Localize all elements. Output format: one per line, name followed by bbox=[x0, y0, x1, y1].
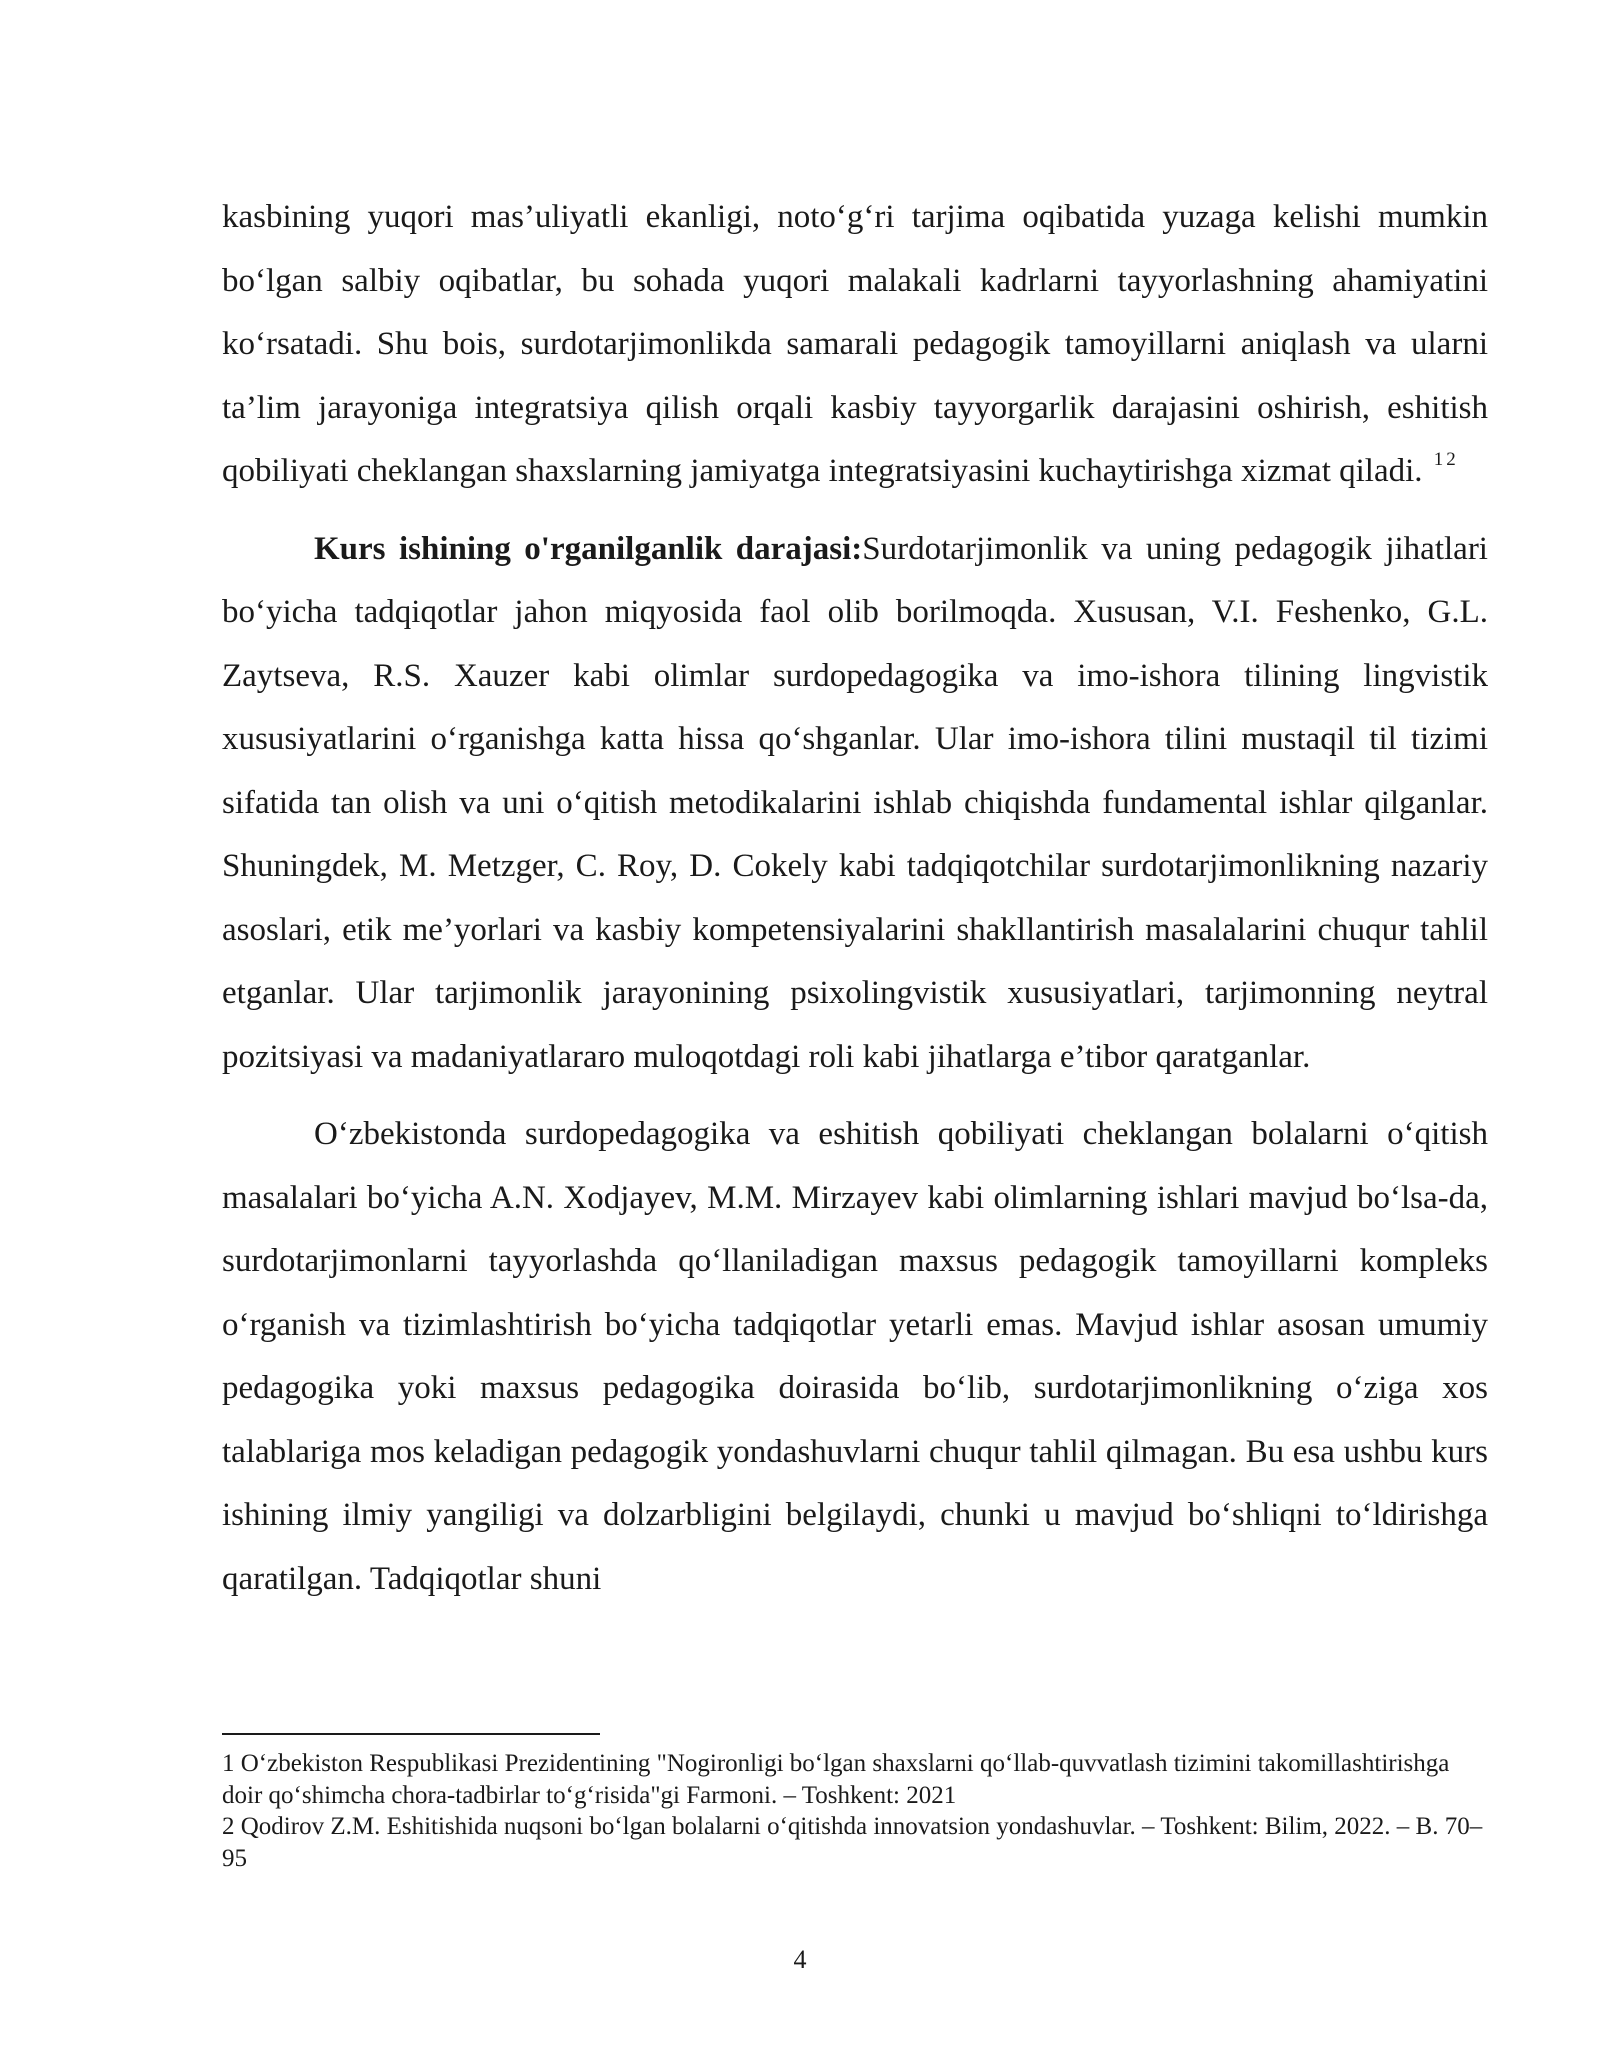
paragraph-continuation bbox=[222, 186, 1488, 504]
footnote-number: 1 bbox=[222, 1750, 235, 1777]
paragraph-text: Surdotarjimonlik va uning pedagogik jihatlari bo‘yicha tadqiqotlar jahon miqyosida faol olib borilmoqda. Xususan, V.I. Feshenko, G.L. Zaytseva, R.S. Xauzer kabi olimlar surdopedagogika va imo-ishora tilining lingvistik xususiyatlarini o‘rganishga katta hissa qo‘shganlar. Ular imo-ishora tilini mustaqil til tizimi sifatida tan olish va uni o‘qitish metodikalarini ishlab chiqishda fundamental ishlar qilganlar. Shuningdek, M. Metzger, C. Roy, D. Cokely kabi tadqiqotchilar surdotarjimonlikning nazariy asoslari, etik me’yorlari va kasbiy kompetensiyalarini shakllantirish masalalarini chuqur tahlil etganlar. Ular tarjimonlik jarayonining psixolingvistik xususiyatlari, tarjimonning neytral pozitsiyasi va madaniyatlararo muloqotdagi roli kabi jihatlarga e’tibor qaratganlar. bbox=[222, 530, 1488, 1075]
footnotes bbox=[222, 1748, 1488, 1874]
footnote-2 bbox=[222, 1811, 1488, 1874]
footnote-number: 2 bbox=[222, 1813, 235, 1840]
footnote-text: O‘zbekiston Respublikasi Prezidentining "Nogironligi bo‘lgan shaxslarni qo‘llab-quvvatlash tizimini takomillashtirishga doir qo‘shimcha chora-tadbirlar to‘g‘risida"gi Farmoni. – Toshkent: 2021 bbox=[222, 1750, 1450, 1809]
footnote-separator bbox=[222, 1733, 600, 1735]
footnote-reference-1[interactable]: 1 bbox=[1433, 449, 1444, 470]
page-number: 4 bbox=[793, 1945, 807, 1974]
section-heading-inline: Kurs ishining o'rganilganlik darajasi: bbox=[314, 530, 863, 567]
paragraph-text: O‘zbekistonda surdopedagogika va eshitish qobiliyati cheklangan bolalarni o‘qitish masalalari bo‘yicha A.N. Xodjayev, M.M. Mirzayev kabi olimlarning ishlari mavjud bo‘lsa-da, surdotarjimonlarni tayyorlashda qo‘llaniladigan maxsus pedagogik tamoyillarni kompleks o‘rganish va tizimlashtirish bo‘yicha tadqiqotlar yetarli emas. Mavjud ishlar asosan umumiy pedagogika yoki maxsus pedagogika doirasida bo‘lib, surdotarjimonlikning o‘ziga xos talablariga mos keladigan pedagogik yondashuvlarni chuqur tahlil qilmagan. Bu esa ushbu kurs ishining ilmiy yangiligi va dolzarbligini belgilaydi, chunki u mavjud bo‘shliqni to‘ldirishga qaratilgan. Tadqiqotlar shuni bbox=[222, 1116, 1488, 1597]
footnote-text: Qodirov Z.M. Eshitishida nuqsoni bo‘lgan bolalarni o‘qitishda innovatsion yondashuvlar. – Toshkent: Bilim, 2022. – B. 70–95 bbox=[222, 1813, 1483, 1872]
paragraph-spacer bbox=[222, 504, 1488, 518]
paragraph-spacer bbox=[222, 1089, 1488, 1103]
footnote-1 bbox=[222, 1748, 1488, 1811]
paragraph-uzbekistan-research bbox=[222, 1103, 1488, 1611]
page-body bbox=[222, 186, 1488, 1611]
footnote-reference-2[interactable]: 2 bbox=[1446, 449, 1456, 470]
paragraph-study-level bbox=[222, 518, 1488, 1090]
paragraph-text: kasbining yuqori mas’uliyatli ekanligi, noto‘g‘ri tarjima oqibatida yuzaga kelishi mumkin bo‘lgan salbiy oqibatlar, bu sohada yuqori malakali kadrlarni tayyorlashning ahamiyatini ko‘rsatadi. Shu bois, surdotarjimonlikda samarali pedagogik tamoyillarni aniqlash va ularni ta’lim jarayoniga integratsiya qilish orqali kasbiy tayyorgarlik darajasini oshirish, eshitish qobiliyati cheklangan shaxslarning jamiyatga integratsiyasini kuchaytirishga xizmat qiladi. bbox=[222, 199, 1488, 489]
